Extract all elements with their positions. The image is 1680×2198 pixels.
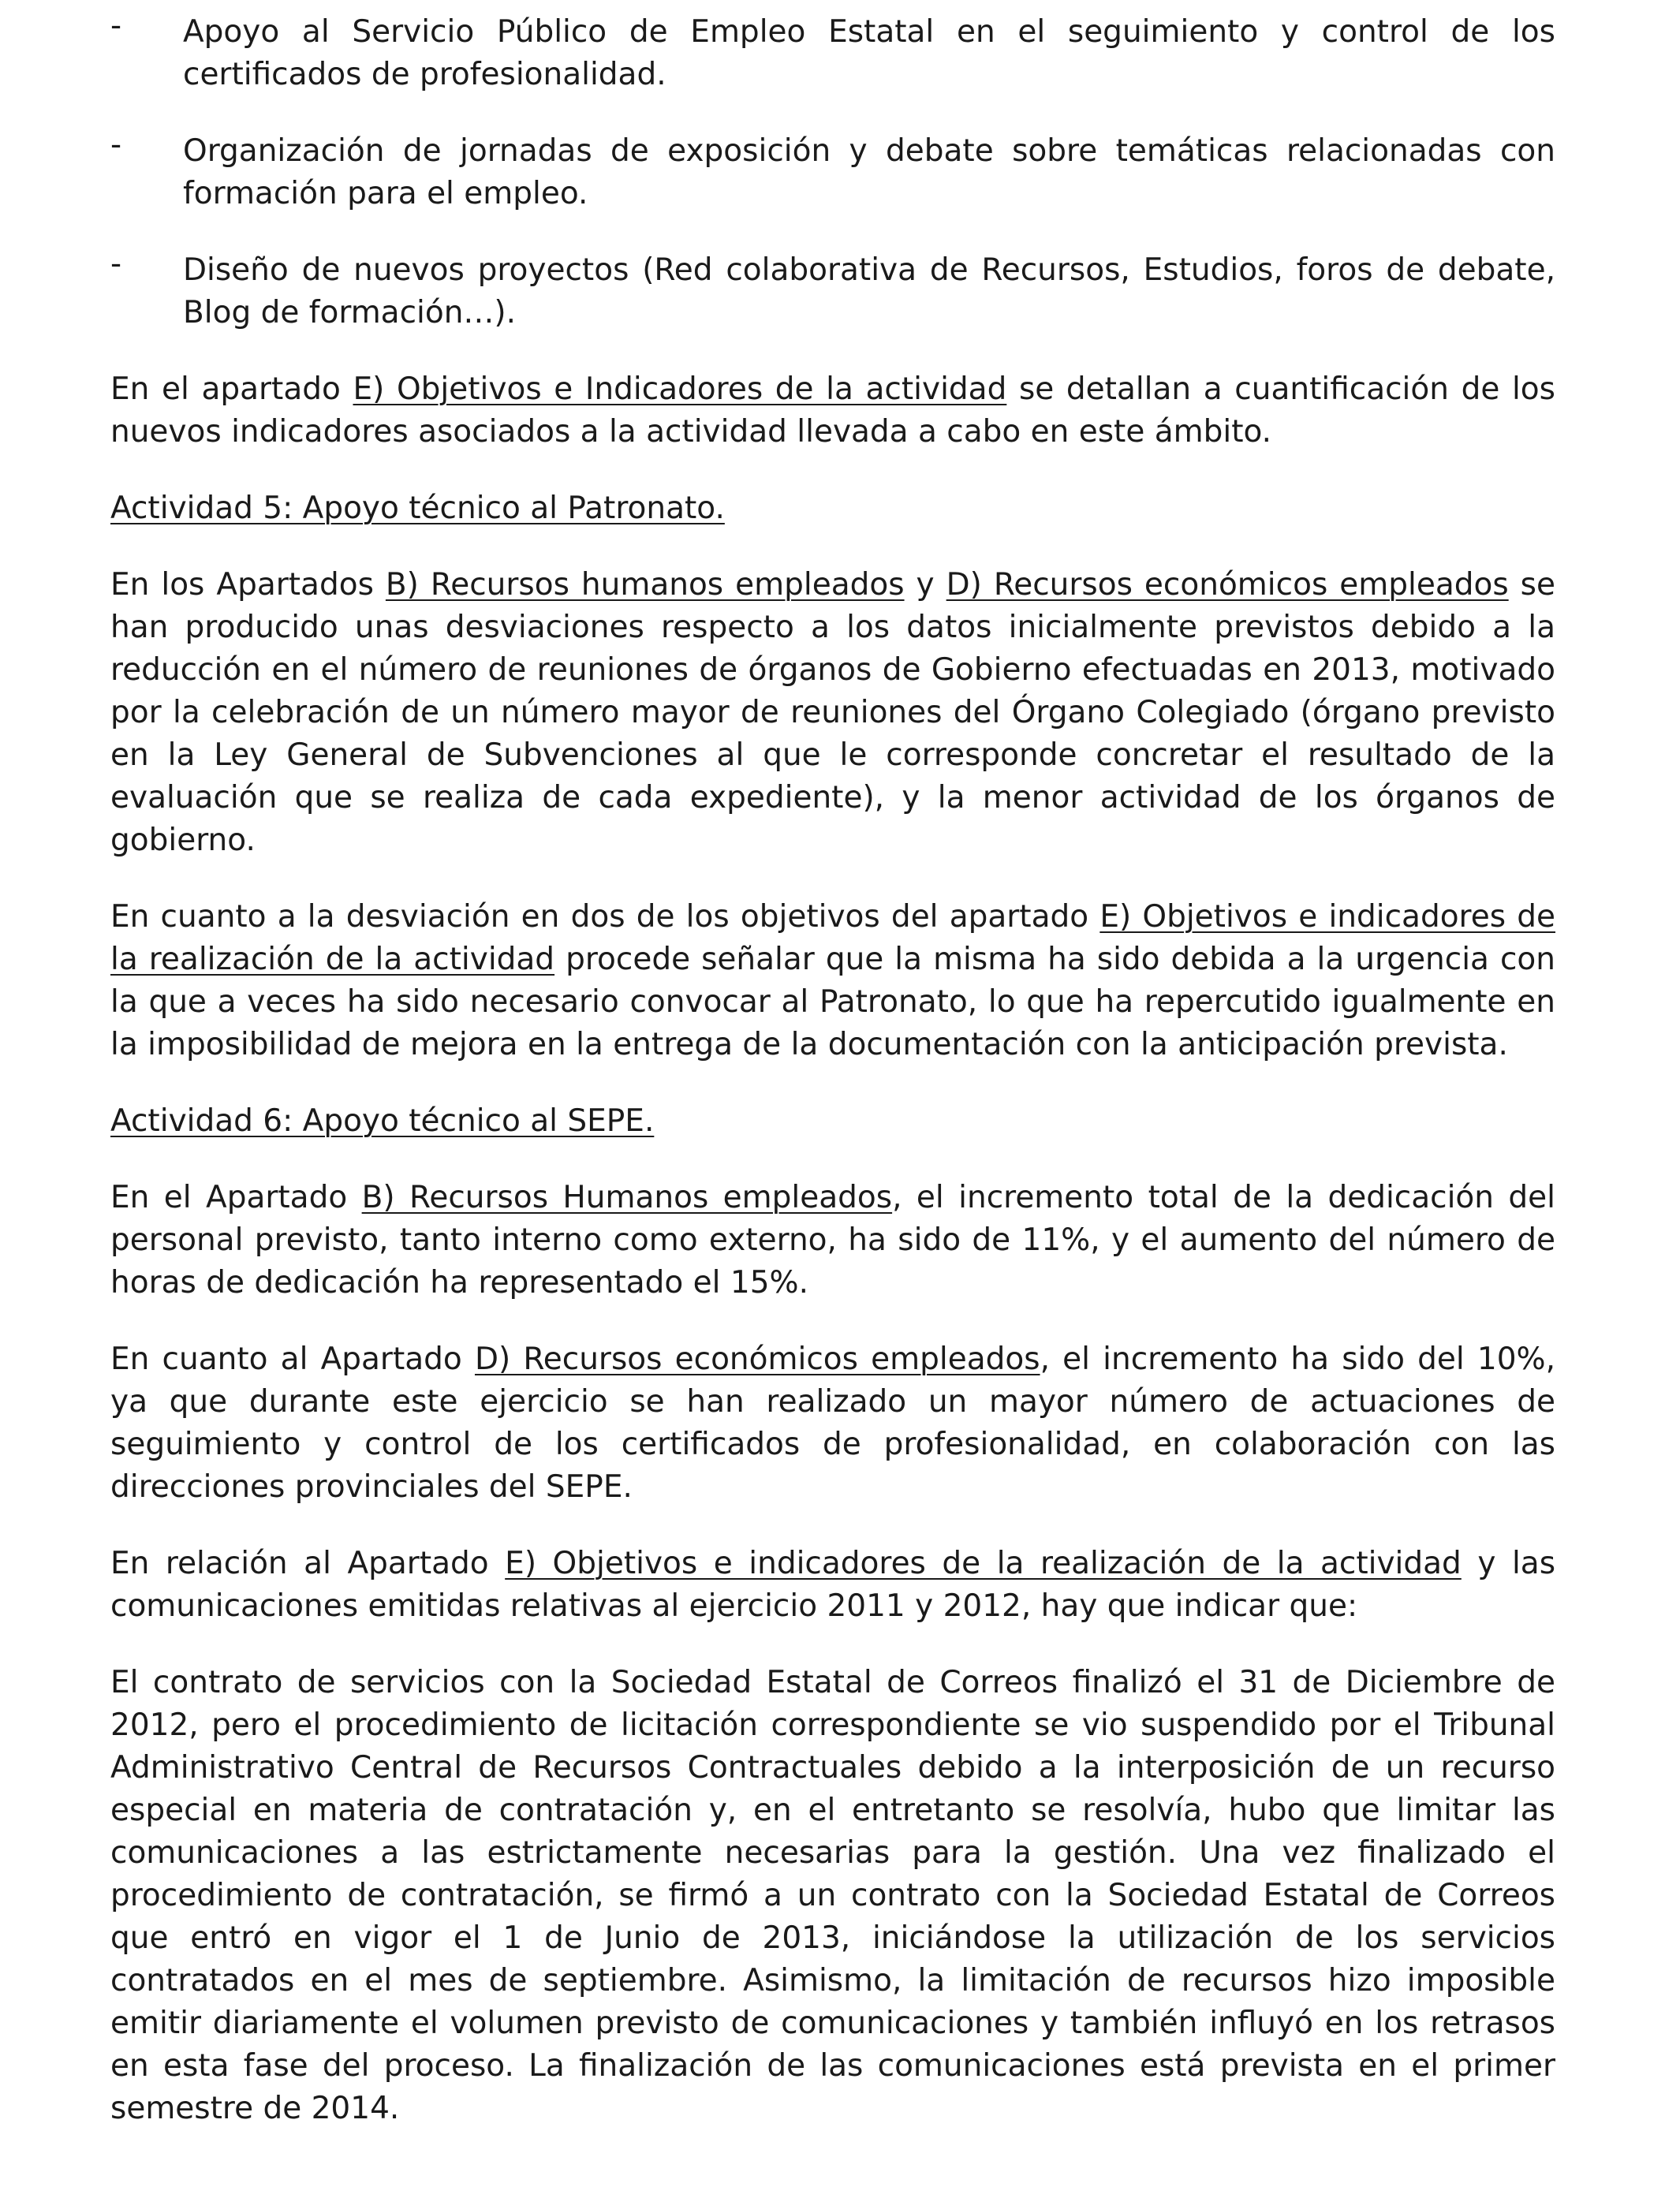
- list-item: [110, 127, 1555, 215]
- section-reference: E) Objetivos e indicadores de la realización de la actividad: [505, 1546, 1462, 1581]
- text-segment: se detallan a cuantificación de los nuevos indicadores asociados a la actividad llevada a cabo en este ámbito.: [110, 371, 1555, 450]
- section-reference: D) Recursos económicos empleados: [474, 1342, 1040, 1377]
- text-segment: y: [904, 567, 946, 603]
- text-segment: En cuanto al Apartado: [110, 1342, 475, 1377]
- section-reference: B) Recursos Humanos empleados: [361, 1180, 893, 1215]
- text-segment: En el Apartado: [110, 1180, 362, 1215]
- heading-text: Actividad 6: Apoyo técnico al SEPE.: [110, 1103, 655, 1139]
- activity-6-heading: [110, 1100, 1555, 1143]
- activity-5-heading: [110, 487, 1555, 530]
- text-segment: En cuanto a la desviación en dos de los objetivos del apartado: [110, 899, 1100, 935]
- section-reference: E) Objetivos e Indicadores de la actividad: [353, 371, 1007, 407]
- list-dash: -: [110, 127, 122, 162]
- list-dash: -: [110, 8, 122, 43]
- list-item-text: Apoyo al Servicio Público de Empleo Estatal en el seguimiento y control de los certificados de profesionalidad.: [183, 14, 1555, 92]
- text-segment: y las comunicaciones emitidas relativas al ejercicio 2011 y 2012, hay que indicar que:: [110, 1546, 1556, 1624]
- text-segment: En el apartado: [110, 371, 353, 407]
- list-item: [110, 8, 1555, 96]
- document-page: [110, 8, 1556, 2164]
- list-dash: -: [110, 246, 122, 282]
- paragraph-desviacion-objetivos: [110, 896, 1555, 1066]
- heading-text: Actividad 5: Apoyo técnico al Patronato.: [110, 491, 725, 526]
- section-reference: D) Recursos económicos empleados: [946, 567, 1509, 603]
- paragraph-recursos-economicos: [110, 1338, 1555, 1509]
- section-reference: B) Recursos humanos empleados: [385, 567, 905, 603]
- paragraph-indicadores: [110, 368, 1555, 453]
- paragraph-recursos-humanos: [110, 1177, 1555, 1304]
- text-segment: procede señalar que la misma ha sido debida a la urgencia con la que a veces ha sido necesario convocar al Patronato, lo que ha repercutido igualmente en la imposibilidad de mejora en la entrega de la documentación con la anticipación prevista.: [110, 942, 1555, 1062]
- paragraph-desviaciones-recursos: [110, 564, 1555, 862]
- list-item-text: Diseño de nuevos proyectos (Red colaborativa de Recursos, Estudios, foros de debate, Blog de formación…).: [183, 252, 1555, 330]
- text-segment: En los Apartados: [110, 567, 386, 603]
- text-segment: se han producido unas desviaciones respecto a los datos inicialmente previstos debido a la reducción en el número de reuniones de órganos de Gobierno efectuadas en 2013, motivado por la celebración de un número mayor de reuniones del Órgano Colegiado (órgano previsto en la Ley General de Subvenciones al que le corresponde concretar el resultado de la evaluación que se realiza de cada expediente), y la menor actividad de los órganos de gobierno.: [110, 567, 1555, 858]
- list-item-text: Organización de jornadas de exposición y debate sobre temáticas relacionadas con formación para el empleo.: [183, 133, 1555, 211]
- text-segment: En relación al Apartado: [110, 1546, 506, 1581]
- paragraph-contrato-correos: El contrato de servicios con la Sociedad Estatal de Correos finalizó el 31 de Diciembre de 2012, pero el procedimiento de licitación correspondiente se vio suspendido por el Tribunal Administrativo Central de Recursos Contractuales debido a la interposición de un recurso especial en materia de contratación y, en el entretanto se resolvía, hubo que limitar las comunicaciones a las estrictamente necesarias para la gestión. Una vez finalizado el procedimiento de contratación, se firmó a un contrato con la Sociedad Estatal de Correos que entró en vigor el 1 de Junio de 2013, iniciándose la utilización de los servicios contratados en el mes de septiembre. Asimismo, la limitación de recursos hizo imposible emitir diariamente el volumen previsto de comunicaciones y también influyó en los retrasos en esta fase del proceso. La finalización de las comunicaciones está prevista en el primer semestre de 2014.: [110, 1665, 1555, 2126]
- paragraph-comunicaciones: [110, 1543, 1555, 1628]
- list-item: [110, 246, 1555, 334]
- section-reference: E) Objetivos e indicadores de la realización de la actividad: [110, 899, 1556, 977]
- text-segment: , el incremento total de la dedicación del personal previsto, tanto interno como externo, ha sido de 11%, y el aumento del número de horas de dedicación ha representado el 15%.: [110, 1180, 1556, 1301]
- text-segment: , el incremento ha sido del 10%, ya que durante este ejercicio se han realizado un mayor número de actuaciones de seguimiento y control de los certificados de profesionalidad, en colaboración con las direcciones provinciales del SEPE.: [110, 1342, 1556, 1505]
